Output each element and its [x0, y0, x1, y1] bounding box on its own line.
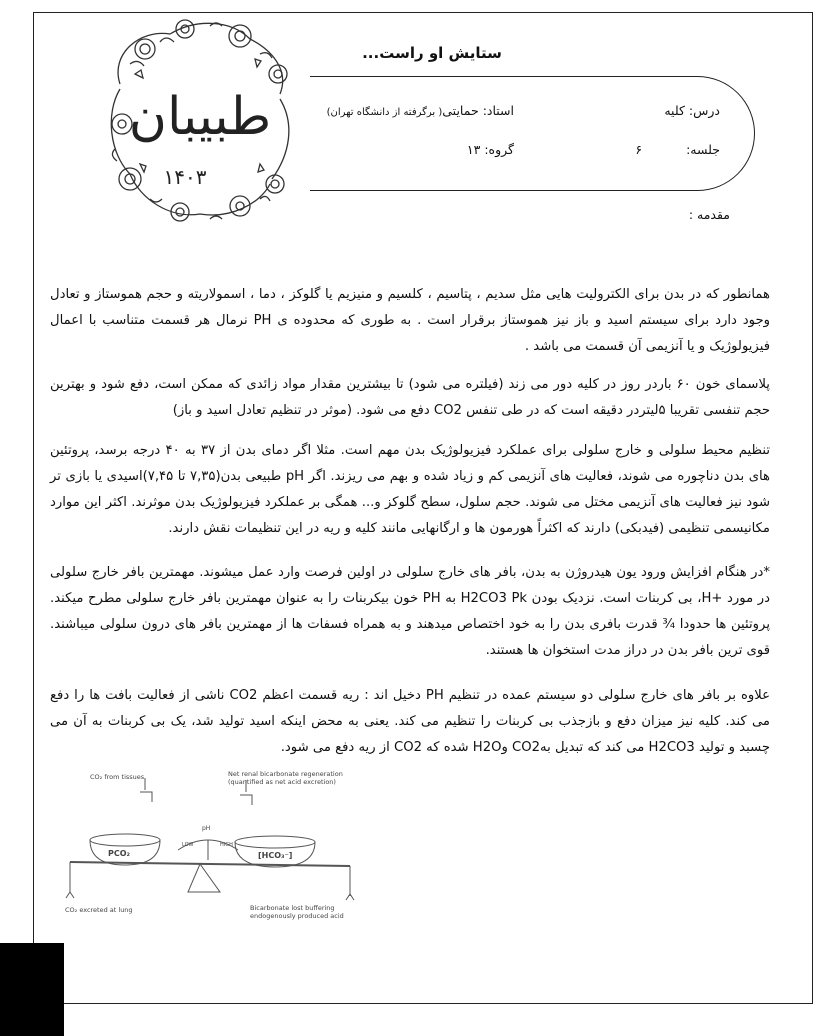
right-arrow-icon: [346, 894, 354, 900]
teacher-note: ( برگرفته از دانشگاه تهران): [326, 107, 443, 118]
paragraph-text: پلاسمای خون ۶۰ باردر روز در کلیه دور می زند (فیلتره می شود) تا بیشترین مقدار مواد زائدی که ممکن است، دفع شود و بهترین حجم تنفسی تقریبا ۵لیتردر دقیقه است که در طی تنفس CO2 دفع می شود. (موثر در تنظیم تعادل اسید و باز): [50, 377, 770, 418]
group-label: گروه:: [484, 142, 514, 157]
paragraph-4: [50, 560, 770, 664]
label-low: LOW: [182, 842, 194, 848]
teacher-label: استاد:: [482, 103, 514, 118]
paragraph-text: تنظیم محیط سلولی و خارج سلولی برای عملکرد فیزیولوژیک بدن مهم است. مثلا اگر دمای بدن از ۳۷ به ۴۰ درجه برسد، پروتئین های بدن دناچوره می شوند، فعالیت های آنزیمی کم و زیاد شده و بهم می ریزند. اگر pH طبیعی بدن(۷,۳۵ تا ۷,۴۵)اسیدی یا بازی تر شود نیز فعالیت های آنزیمی مختل می شوند. حجم سلول، سطح گلوکز و... همگی بر عملکرد فیزیولوژیک بدن موثرند. اکثر این موارد مکانیسمی تنظیمی (فیدبکی) دارند که اکثراً هورمون ها و ارگانهایی مانند کلیه و ریه در این تنظیمات نقش دارند.: [50, 443, 770, 536]
label-hco3: [HCO₃⁻]: [258, 851, 293, 860]
course-label: درس:: [688, 103, 720, 118]
paragraph-5: [50, 683, 770, 761]
paragraph-2: [50, 372, 770, 424]
paragraph-3: [50, 438, 770, 542]
left-faucet: [140, 792, 152, 802]
label-net-renal-2: (quantified as net acid excretion): [228, 778, 336, 786]
label-high: HIGH: [220, 842, 233, 848]
teacher-value: حمایتی: [442, 103, 479, 118]
session-row: [635, 142, 720, 157]
label-ph: pH: [202, 825, 211, 832]
paragraph-1: [50, 282, 770, 360]
praise-heading: ستایش او راست...: [362, 44, 502, 62]
fulcrum: [188, 864, 220, 892]
paragraph-text: *در هنگام افزایش ورود یون هیدروژن به بدن، بافر های خارج سلولی در اولین فرصت وارد عمل میشوند. مهمترین بافر خارج سلولی در مورد +H، بی کربنات است. نزدیک بودن H2CO3 Pk به PH خون بیکربنات را به عنوان مهمترین بافر خارج سلولی مطرح میکند. پروتئین ها حدودا ¾ قدرت بافری بدن را به خود اختصاص میدهند و به همراه فسفات ها از مهمترین بافر های درون سلولی میباشند. قوی ترین بافر بدن در دراز مدت استخوان ها هستند.: [50, 565, 770, 658]
acid-base-scale-diagram: [60, 770, 360, 930]
corner-block: [0, 943, 64, 1036]
teacher-row: [327, 103, 514, 118]
label-pco2: PCO₂: [108, 849, 131, 858]
logo-year: ۱۴۰۳: [163, 165, 207, 189]
tabiban-logo: [100, 14, 300, 229]
label-bicarb-lost-2: endogenously produced acid: [250, 912, 344, 920]
paragraph-text: علاوه بر بافر های خارج سلولی دو سیستم عمده در تنظیم PH دخیل اند : ریه قسمت اعظم CO2 ناشی از فعالیت بافت ها را دفع می کند. کلیه نیز میزان دفع و بازجذب بی کربنات را تنظیم می کند. یعنی به محض اینکه اسید تولید شد، یک بی کربنات به آن می چسبد و تولید H2CO3 می کند که تبدیل بهCO2 وH2O شده که CO2 از ریه دفع می شود.: [50, 688, 770, 755]
intro-label: مقدمه :: [688, 207, 730, 222]
logo-title: طبیبان: [128, 87, 272, 147]
session-value: ۶: [635, 142, 643, 157]
info-box: [310, 76, 755, 191]
label-bicarb-lost-1: Bicarbonate lost buffering: [250, 904, 335, 912]
group-row: [467, 142, 514, 157]
label-net-renal-1: Net renal bicarbonate regeneration: [228, 770, 343, 778]
paragraph-text: همانطور که در بدن برای الکترولیت هایی مثل سدیم ، پتاسیم ، کلسیم و منیزیم یا گلوکز ، دما ، اسمولاریته و حجم هموستاز و تعادل وجود دارد برای سیستم اسید و باز نیز هموستاز برقرار است . به طوری که محدوده ی PH نرمال هر قسمت متناسب با اعمال فیزیولوژیک و یا آنزیمی آن قسمت می باشد .: [50, 287, 770, 354]
right-faucet: [240, 795, 252, 805]
course-value: کلیه: [664, 103, 685, 118]
left-arrow-icon: [66, 892, 74, 898]
session-label: جلسه:: [686, 142, 720, 157]
course-row: [664, 103, 720, 118]
label-co2-from-tissues: CO₂ from tissues: [90, 773, 145, 781]
group-value: ۱۳: [466, 142, 481, 157]
label-co2-excreted: CO₂ excreted at lung: [65, 906, 133, 914]
